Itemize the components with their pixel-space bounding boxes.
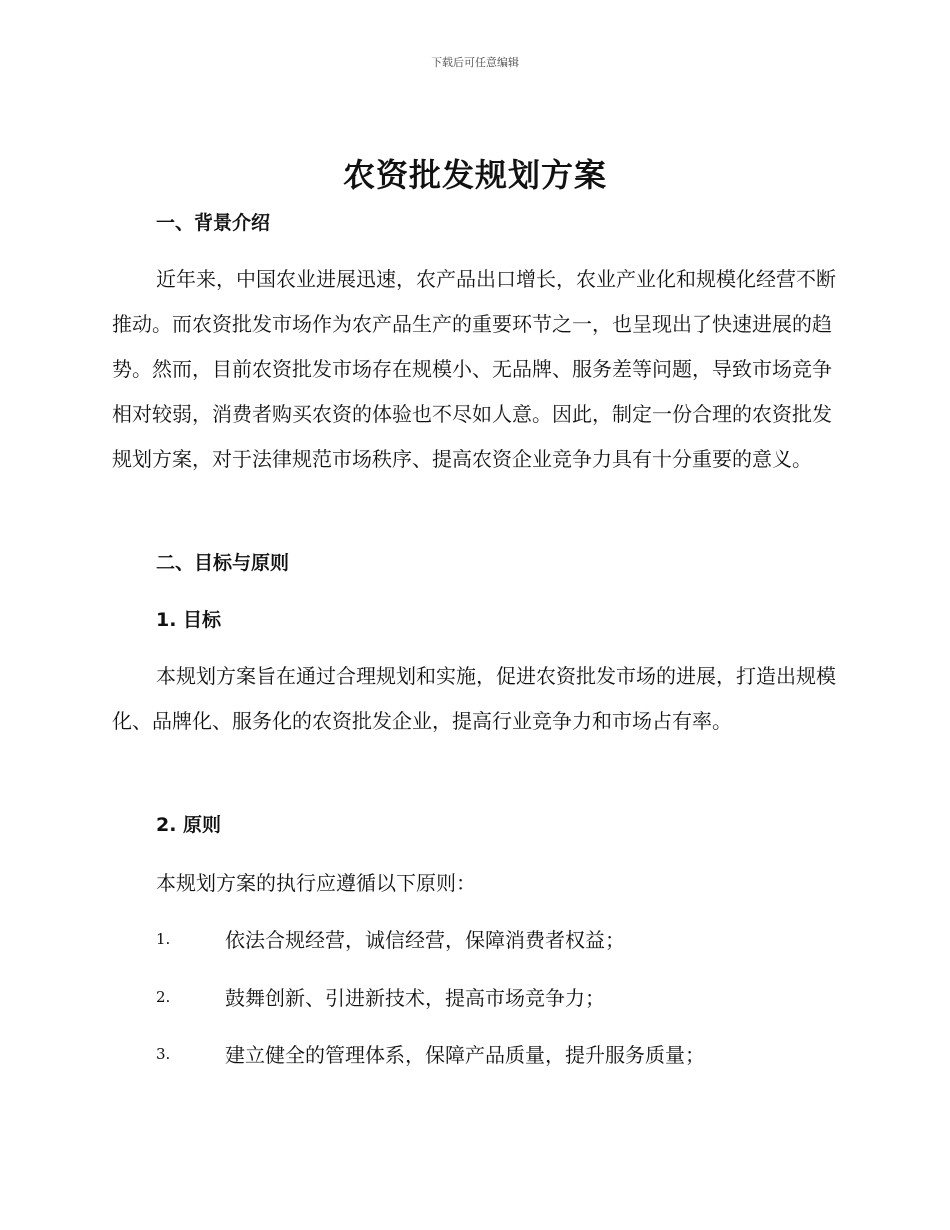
section-heading-goals-principles: 二、目标与原则 bbox=[156, 552, 290, 574]
subheading-principles: 2. 原则 bbox=[156, 814, 222, 836]
section-heading-background: 一、背景介绍 bbox=[156, 212, 271, 234]
principles-intro: 本规划方案的执行应遵循以下原则： bbox=[156, 871, 476, 895]
list-item-number: 2. bbox=[156, 988, 171, 1006]
list-item-text: 建立健全的管理体系，保障产品质量，提升服务质量； bbox=[225, 1043, 705, 1067]
list-item bbox=[156, 982, 856, 1012]
document-title: 农资批发规划方案 bbox=[342, 156, 607, 194]
list-item-text: 依法合规经营，诚信经营，保障消费者权益； bbox=[225, 928, 625, 952]
list-item-number: 3. bbox=[156, 1045, 171, 1063]
background-paragraph: 近年来，中国农业进展迅速，农产品出口增长，农业产业化和规模化经营不断推动。而农资批发市场作为农产品生产的重要环节之一，也呈现出了快速进展的趋势。然而，目前农资批发市场存在规模小、无品牌、服务差等问题，导致市场竞争相对较弱，消费者购买农资的体验也不尽如人意。因此，制定一份合理的农资批发规划方案，对于法律规范市场秩序、提高农资企业竞争力具有十分重要的意义。 bbox=[112, 267, 836, 471]
list-item bbox=[156, 924, 856, 954]
goal-paragraph: 本规划方案旨在通过合理规划和实施，促进农资批发市场的进展，打造出规模化、品牌化、服务化的农资批发企业，提高行业竞争力和市场占有率。 bbox=[112, 664, 836, 733]
subheading-goal: 1. 目标 bbox=[156, 609, 222, 631]
list-item-text: 鼓舞创新、引进新技术，提高市场竞争力； bbox=[225, 986, 605, 1010]
list-item bbox=[156, 1039, 856, 1069]
list-item-number: 1. bbox=[156, 930, 171, 948]
page-header-note: 下载后可任意编辑 bbox=[431, 56, 519, 69]
